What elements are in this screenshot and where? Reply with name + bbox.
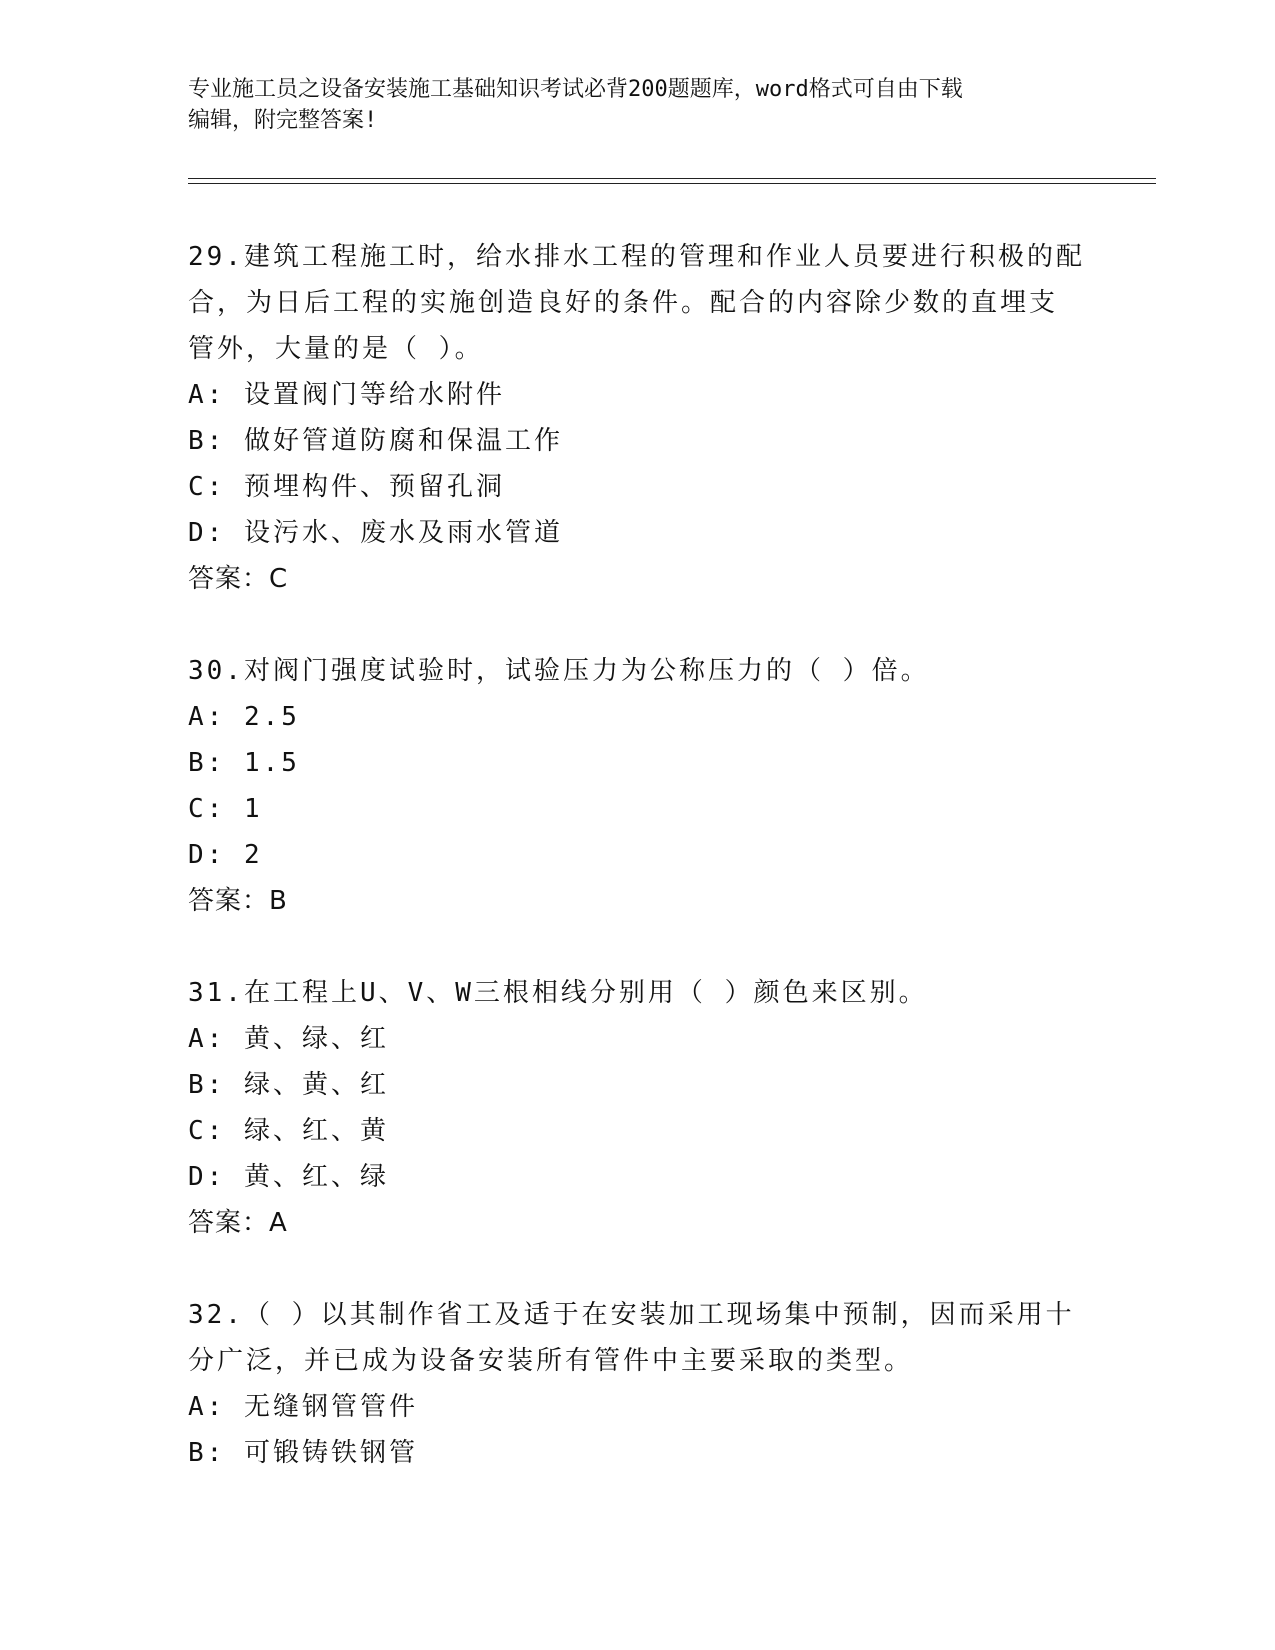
option-c: C: 绿、红、黄 xyxy=(188,1116,389,1146)
question-32 xyxy=(188,1292,1088,1476)
answer-line: 答案：A xyxy=(188,1208,288,1238)
question-stem xyxy=(188,648,1088,694)
question-list xyxy=(188,234,1088,1522)
answer-line: 答案：B xyxy=(188,886,288,916)
question-stem xyxy=(188,1292,1088,1384)
stem-line: 合，为日后工程的实施创造良好的条件。配合的内容除少数的直埋支 xyxy=(188,288,1059,318)
option-d: D: 2 xyxy=(188,840,263,870)
header-line-1: 专业施工员之设备安装施工基础知识考试必背200题题库，word格式可自由下载 xyxy=(188,77,963,102)
question-31 xyxy=(188,970,1088,1246)
option-b: B: 1.5 xyxy=(188,748,300,778)
answer-line: 答案：C xyxy=(188,564,289,594)
stem-line: 31.在工程上U、V、W三根相线分别用（ ）颜色来区别。 xyxy=(188,978,928,1008)
header-divider-bottom xyxy=(188,183,1156,184)
option-a: A: 无缝钢管管件 xyxy=(188,1392,418,1422)
option-c: C: 预埋构件、预留孔洞 xyxy=(188,472,505,502)
question-30 xyxy=(188,648,1088,924)
option-d: D: 黄、红、绿 xyxy=(188,1162,389,1192)
stem-line: 30.对阀门强度试验时，试验压力为公称压力的（ ）倍。 xyxy=(188,656,930,686)
stem-line: 管外，大量的是（ ）。 xyxy=(188,334,484,364)
option-a: A: 设置阀门等给水附件 xyxy=(188,380,505,410)
stem-line: 分广泛，并已成为设备安装所有管件中主要采取的类型。 xyxy=(188,1346,914,1376)
question-stem xyxy=(188,234,1088,372)
document-header xyxy=(188,74,1088,136)
option-a: A: 2.5 xyxy=(188,702,300,732)
question-29 xyxy=(188,234,1088,602)
question-stem xyxy=(188,970,1088,1016)
option-b: B: 可锻铸铁钢管 xyxy=(188,1438,418,1468)
option-a: A: 黄、绿、红 xyxy=(188,1024,389,1054)
stem-line: 29.建筑工程施工时，给水排水工程的管理和作业人员要进行积极的配 xyxy=(188,242,1085,272)
option-b: B: 绿、黄、红 xyxy=(188,1070,389,1100)
option-c: C: 1 xyxy=(188,794,263,824)
header-line-2: 编辑，附完整答案! xyxy=(188,108,378,133)
option-d: D: 设污水、废水及雨水管道 xyxy=(188,518,563,548)
stem-line: 32.（ ）以其制作省工及适于在安装加工现场集中预制，因而采用十 xyxy=(188,1300,1075,1330)
option-b: B: 做好管道防腐和保温工作 xyxy=(188,426,563,456)
header-divider-top xyxy=(188,178,1156,179)
